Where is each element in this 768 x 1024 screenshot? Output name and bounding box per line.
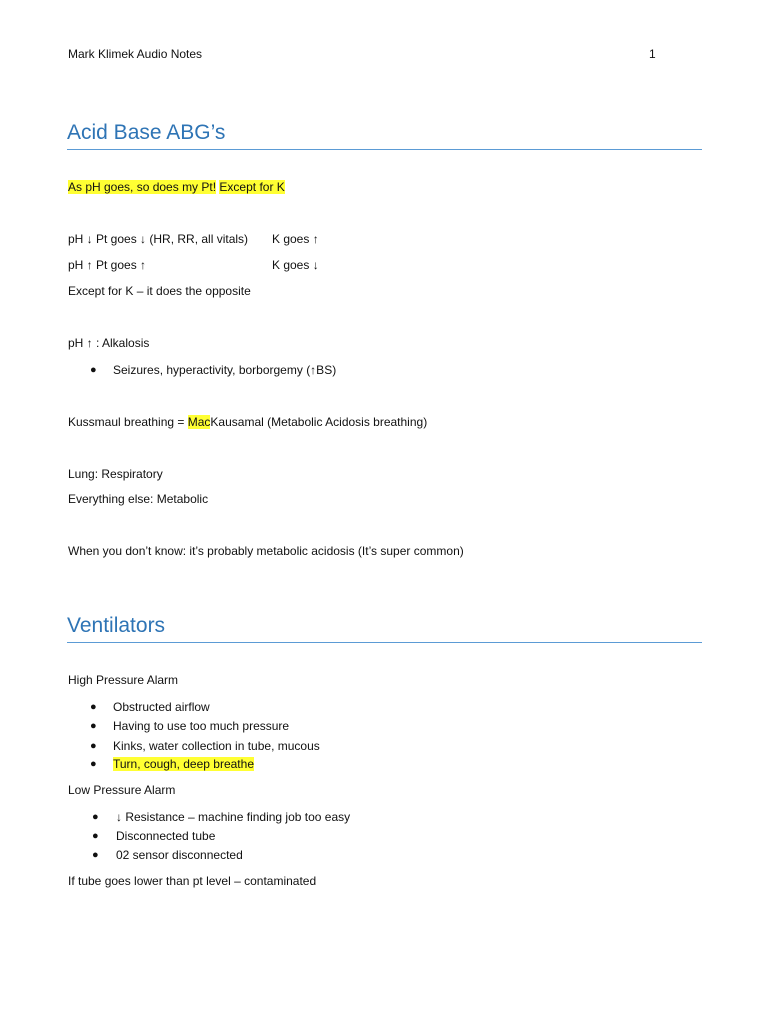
unknown-line: When you don’t know: it’s probably metabolic acidosis (It’s super common) xyxy=(68,544,464,558)
ph-up-line: pH ↑ Pt goes ↑ xyxy=(68,258,147,272)
alkalosis-title: pH ↑ : Alkalosis xyxy=(68,336,150,350)
low-item: 02 sensor disconnected xyxy=(116,848,243,862)
high-item-highlight: Turn, cough, deep breathe xyxy=(113,757,254,771)
motto-line xyxy=(68,179,285,195)
except-line: Except for K – it does the opposite xyxy=(68,284,251,298)
low-pressure-title: Low Pressure Alarm xyxy=(68,783,176,797)
alkalosis-bullet: Seizures, hyperactivity, borborgemy (↑BS) xyxy=(113,363,337,377)
bullet-icon: ● xyxy=(90,720,97,732)
k-up-text: K goes ↑ xyxy=(272,232,319,246)
bullet-icon: ● xyxy=(90,701,97,713)
kussmaul-line xyxy=(68,414,427,430)
bullet-icon: ● xyxy=(90,758,97,770)
high-item-highlighted xyxy=(113,756,254,772)
ph-down-line: pH ↓ Pt goes ↓ (HR, RR, all vitals) xyxy=(68,232,249,246)
k-down-text: K goes ↓ xyxy=(272,258,319,272)
lung-line: Lung: Respiratory xyxy=(68,467,163,481)
high-item: Kinks, water collection in tube, mucous xyxy=(113,739,320,753)
kussmaul-pre: Kussmaul breathing = xyxy=(68,415,188,429)
bullet-icon: ● xyxy=(92,849,99,861)
tube-note: If tube goes lower than pt level – contaminated xyxy=(68,874,317,888)
low-item: Disconnected tube xyxy=(116,829,216,843)
heading-rule xyxy=(67,642,702,643)
page-number: 1 xyxy=(649,47,656,61)
bullet-icon: ● xyxy=(90,740,97,752)
bullet-icon: ● xyxy=(92,811,99,823)
bullet-icon: ● xyxy=(92,830,99,842)
kussmaul-post: Kausamal (Metabolic Acidosis breathing) xyxy=(210,415,428,429)
high-item: Having to use too much pressure xyxy=(113,719,290,733)
motto-highlight-1: As pH goes, so does my Pt! xyxy=(68,180,217,194)
everything-else-line: Everything else: Metabolic xyxy=(68,492,209,506)
bullet-icon: ● xyxy=(90,364,97,376)
high-item: Obstructed airflow xyxy=(113,700,210,714)
header-title: Mark Klimek Audio Notes xyxy=(68,47,203,61)
motto-highlight-2: Except for K xyxy=(219,180,285,194)
heading-rule xyxy=(67,149,702,150)
low-item: ↓ Resistance – machine finding job too easy xyxy=(116,810,351,824)
high-pressure-title: High Pressure Alarm xyxy=(68,673,179,687)
section-heading-ventilators: Ventilators xyxy=(67,614,166,637)
kussmaul-highlight: Mac xyxy=(187,415,211,429)
section-heading-acid-base: Acid Base ABG’s xyxy=(67,121,226,144)
